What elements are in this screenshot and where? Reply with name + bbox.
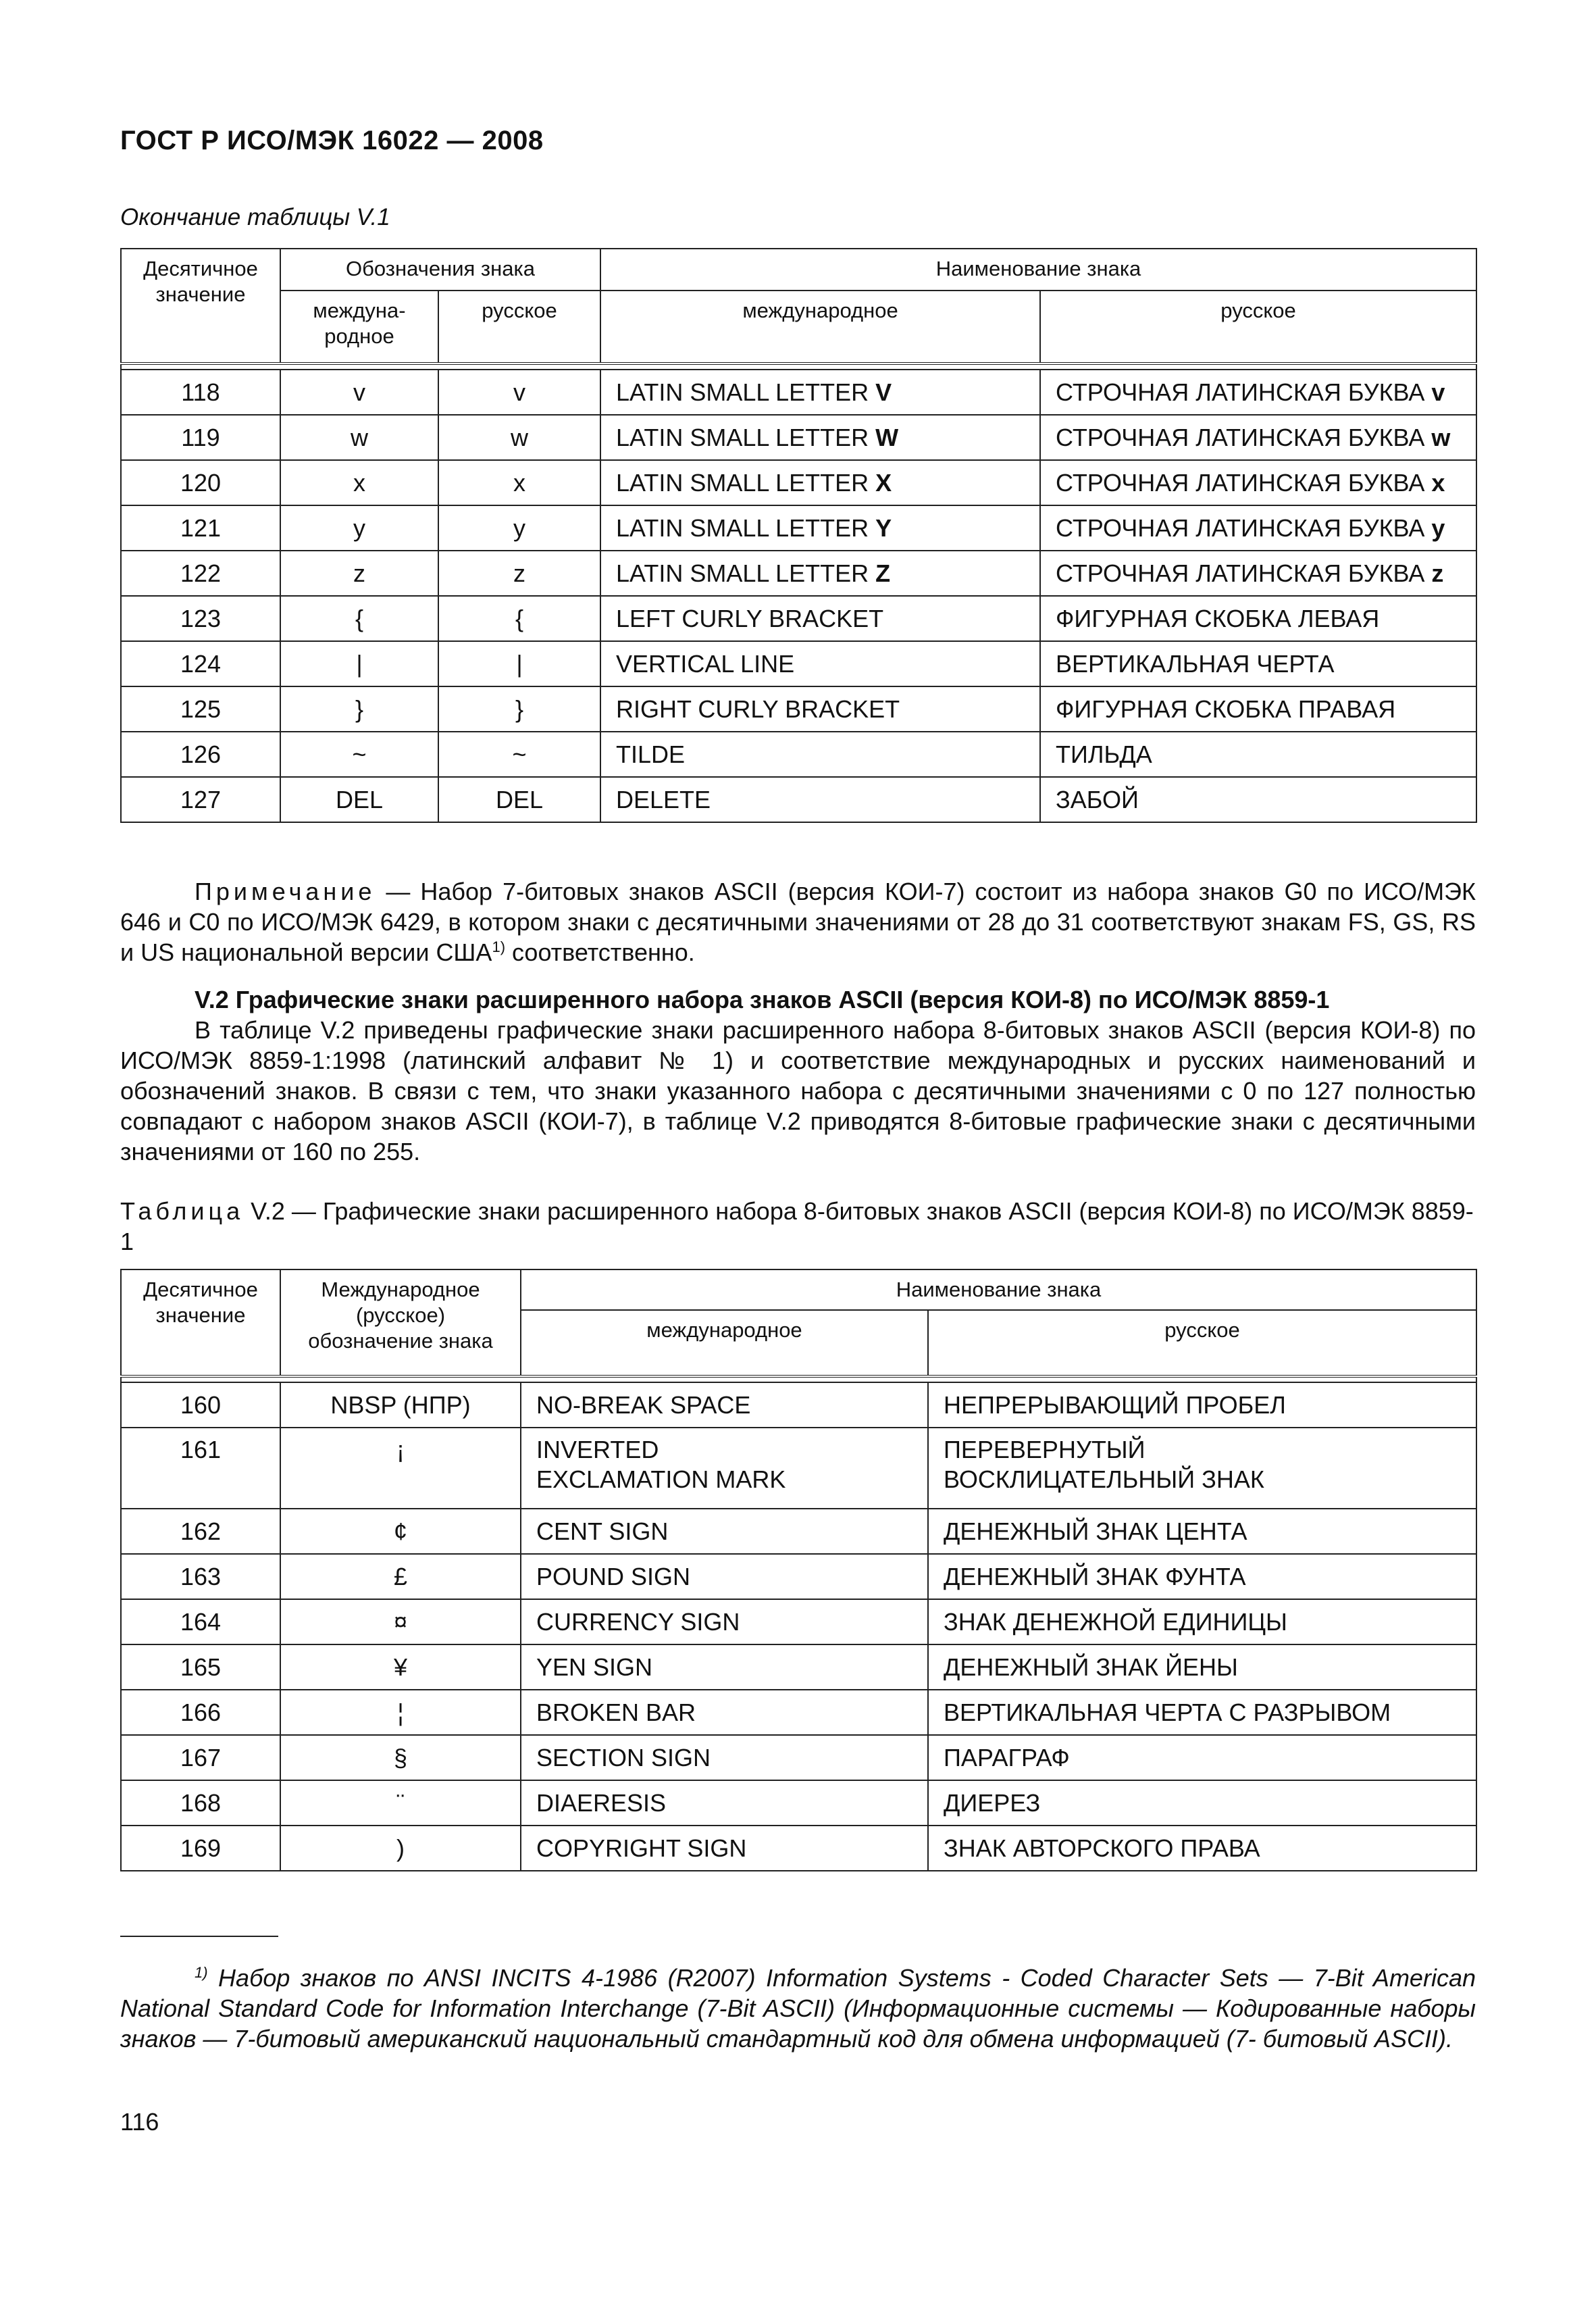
table-row (121, 460, 1476, 505)
ru-name-cell: ЗНАК АВТОРСКОГО ПРАВА (928, 1826, 1476, 1871)
ru-name-cell: ВЕРТИКАЛЬНАЯ ЧЕРТА С РАЗРЫВОМ (928, 1690, 1476, 1735)
note-footnote-ref: 1) (492, 938, 506, 955)
decimal-cell: 122 (121, 551, 280, 596)
ru-name-cell (1040, 415, 1476, 460)
t2-header-designation: Международное (русское) обозначение знака (280, 1269, 521, 1376)
intl-name-cell (600, 370, 1040, 415)
intl-name-cell: POUND SIGN (521, 1554, 928, 1599)
intl-name-letter: W (875, 423, 899, 451)
intl-name-text: LATIN SMALL LETTER (616, 513, 869, 542)
ru-name-cell: ЗНАК ДЕНЕЖНОЙ ЕДИНИЦЫ (928, 1599, 1476, 1644)
ru-name-cell: ПАРАГРАФ (928, 1735, 1476, 1780)
symbol-cell: ¥ (280, 1644, 521, 1690)
decimal-cell: 118 (121, 370, 280, 415)
intl-name-cell (600, 505, 1040, 551)
decimal-cell: 162 (121, 1509, 280, 1554)
intl-name-text: RIGHT CURLY BRACKET (616, 695, 900, 723)
page-number: 116 (120, 2108, 159, 2136)
ru-name-text: ВЕРТИКАЛЬНАЯ ЧЕРТА (1056, 649, 1335, 678)
table2-caption (120, 1196, 1476, 1257)
table-row (121, 686, 1476, 732)
intl-symbol-cell: v (280, 370, 438, 415)
table-row (121, 1428, 1476, 1509)
ru-name-text: СТРОЧНАЯ ЛАТИНСКАЯ БУКВА (1056, 513, 1425, 542)
decimal-cell: 161 (121, 1428, 280, 1509)
intl-name-text: LATIN SMALL LETTER (616, 559, 869, 587)
ru-name-text: ТИЛЬДА (1056, 740, 1152, 768)
intl-symbol-cell: DEL (280, 777, 438, 822)
intl-name-cell (600, 551, 1040, 596)
symbol-cell: £ (280, 1554, 521, 1599)
table-v2 (120, 1269, 1477, 1871)
intl-name-cell (600, 415, 1040, 460)
ru-symbol-cell: y (438, 505, 600, 551)
ru-name-letter: z (1431, 559, 1444, 587)
ru-name-text: СТРОЧНАЯ ЛАТИНСКАЯ БУКВА (1056, 468, 1425, 497)
ru-name-cell (1040, 686, 1476, 732)
ru-name-cell (1040, 732, 1476, 777)
decimal-cell: 169 (121, 1826, 280, 1871)
intl-name-cell: DIAERESIS (521, 1780, 928, 1826)
ru-name-text: СТРОЧНАЯ ЛАТИНСКАЯ БУКВА (1056, 423, 1425, 451)
intl-name-letter: Z (875, 559, 891, 587)
symbol-cell: ¦ (280, 1690, 521, 1735)
t1-header-designation-ru: русское (438, 291, 600, 363)
decimal-cell: 127 (121, 777, 280, 822)
decimal-cell: 124 (121, 641, 280, 686)
note-label: Примечание (195, 878, 376, 905)
ru-name-text: СТРОЧНАЯ ЛАТИНСКАЯ БУКВА (1056, 559, 1425, 587)
section-title: V.2 Графические знаки расширенного набора знаков ASCII (версия КОИ-8) по ИСО/МЭК 8859-1 (195, 986, 1330, 1013)
intl-symbol-cell: { (280, 596, 438, 641)
ru-symbol-cell: | (438, 641, 600, 686)
ru-name-text: ФИГУРНАЯ СКОБКА ПРАВАЯ (1056, 695, 1396, 723)
intl-name-cell: BROKEN BAR (521, 1690, 928, 1735)
symbol-cell: ¨ (280, 1780, 521, 1826)
intl-name-cell: COPYRIGHT SIGN (521, 1826, 928, 1871)
ru-symbol-cell: v (438, 370, 600, 415)
footnote-marker: 1) (195, 1964, 208, 1981)
t1-body (121, 363, 1476, 822)
ru-symbol-cell: ~ (438, 732, 600, 777)
intl-name-cell (600, 460, 1040, 505)
intl-name-cell: CENT SIGN (521, 1509, 928, 1554)
intl-symbol-cell: | (280, 641, 438, 686)
intl-name-cell: CURRENCY SIGN (521, 1599, 928, 1644)
table-row (121, 777, 1476, 822)
intl-name-letter: V (875, 378, 892, 406)
intl-symbol-cell: } (280, 686, 438, 732)
table1-caption: Окончание таблицы V.1 (120, 204, 390, 230)
intl-name-letter: Y (875, 513, 892, 542)
table2-caption-text: V.2 — Графические знаки расширенного набора 8-битовых знаков ASCII (версия КОИ-8) по ИСО/МЭК 8859-1 (120, 1197, 1474, 1255)
ru-name-cell: НЕПРЕРЫВАЮЩИЙ ПРОБЕЛ (928, 1382, 1476, 1428)
symbol-cell: NBSP (НПР) (280, 1382, 521, 1428)
note-tail: соответственно. (505, 938, 695, 966)
ru-name-letter: v (1431, 378, 1445, 406)
ru-name-cell: ДЕНЕЖНЫЙ ЗНАК ЙЕНЫ (928, 1644, 1476, 1690)
decimal-cell: 121 (121, 505, 280, 551)
t1-header-name: Наименование знака (600, 249, 1476, 291)
t2-header-name-ru: русское (928, 1310, 1476, 1376)
ru-name-cell: ПЕРЕВЕРНУТЫЙ ВОСКЛИЦАТЕЛЬНЫЙ ЗНАК (928, 1428, 1476, 1509)
table-row (121, 1780, 1476, 1826)
intl-name-text: LATIN SMALL LETTER (616, 468, 869, 497)
ru-name-letter: y (1431, 513, 1445, 542)
decimal-cell: 123 (121, 596, 280, 641)
ru-symbol-cell: } (438, 686, 600, 732)
decimal-cell: 168 (121, 1780, 280, 1826)
footnote-text: Набор знаков по ANSI INCITS 4-1986 (R2007) Information Systems - Coded Character Sets — 7-Bit American National Standard Code for Information Interchange (7-Bit ASCII) (Информационные системы — Кодированные наборы знаков — 7-битовый американский национальный стандартный код для обмена информацией (7- битовый ASCII). (120, 1964, 1476, 2053)
intl-name-cell (600, 686, 1040, 732)
ru-symbol-cell: DEL (438, 777, 600, 822)
t1-header-decimal: Десятичное значение (121, 249, 280, 363)
table-v1-end (120, 248, 1477, 823)
ru-name-text: СТРОЧНАЯ ЛАТИНСКАЯ БУКВА (1056, 378, 1425, 406)
intl-name-cell (600, 596, 1040, 641)
ru-name-text: ФИГУРНАЯ СКОБКА ЛЕВАЯ (1056, 604, 1380, 632)
note-text: — Набор 7-битовых знаков ASCII (версия КОИ-7) состоит из набора знаков G0 по ИСО/МЭК 646 и C0 по ИСО/МЭК 6429, в котором знаки с десятичными значениями от 28 до 31 соответствуют знакам FS, GS, RS и US национальной версии США (120, 878, 1476, 966)
ru-name-letter: w (1431, 423, 1451, 451)
intl-name-cell (600, 777, 1040, 822)
table-row (121, 1554, 1476, 1599)
decimal-cell: 166 (121, 1690, 280, 1735)
ru-name-cell: ДИЕРЕЗ (928, 1780, 1476, 1826)
footnote-divider (120, 1936, 278, 1937)
ru-name-cell: ДЕНЕЖНЫЙ ЗНАК ЦЕНТА (928, 1509, 1476, 1554)
table-row (121, 370, 1476, 415)
ru-name-cell (1040, 641, 1476, 686)
section-v2 (120, 984, 1476, 1167)
t2-header-name-intl: международное (521, 1310, 928, 1376)
t2-body (121, 1376, 1476, 1871)
ru-name-cell (1040, 551, 1476, 596)
intl-name-cell: YEN SIGN (521, 1644, 928, 1690)
ru-symbol-cell: x (438, 460, 600, 505)
intl-name-text: VERTICAL LINE (616, 649, 795, 678)
ru-symbol-cell: z (438, 551, 600, 596)
symbol-cell: ) (280, 1826, 521, 1871)
symbol-cell: ¤ (280, 1599, 521, 1644)
ru-name-cell (1040, 596, 1476, 641)
table-row (121, 1644, 1476, 1690)
t1-header-name-intl: международное (600, 291, 1040, 363)
decimal-cell: 160 (121, 1382, 280, 1428)
t1-header-name-ru: русское (1040, 291, 1476, 363)
section-body: В таблице V.2 приведены графические знаки расширенного набора 8-битовых знаков ASCII (версия КОИ-8) по ИСО/МЭК 8859-1:1998 (латинский алфавит № 1) и соответствие международных и русских наименований и обозначений знаков. В связи с тем, что знаки указанного набора с десятичными значениями с 0 по 127 полностью совпадают с набором знаков ASCII (КОИ-7), в таблице V.2 приводятся 8-битовые графические знаки с десятичными значениями от 160 по 255. (120, 1016, 1476, 1165)
intl-name-cell (600, 732, 1040, 777)
intl-name-cell: NO-BREAK SPACE (521, 1382, 928, 1428)
ru-name-cell (1040, 370, 1476, 415)
decimal-cell: 126 (121, 732, 280, 777)
symbol-cell: ¡ (280, 1428, 521, 1509)
ru-name-cell (1040, 777, 1476, 822)
intl-symbol-cell: y (280, 505, 438, 551)
intl-symbol-cell: ~ (280, 732, 438, 777)
table-row (121, 551, 1476, 596)
ru-name-text: ЗАБОЙ (1056, 785, 1139, 813)
t1-header-designation: Обозначения знака (280, 249, 600, 291)
intl-name-text: LATIN SMALL LETTER (616, 378, 869, 406)
decimal-cell: 163 (121, 1554, 280, 1599)
intl-name-text: TILDE (616, 740, 686, 768)
ru-name-cell: ДЕНЕЖНЫЙ ЗНАК ФУНТА (928, 1554, 1476, 1599)
footnote (120, 1963, 1476, 2054)
intl-name-cell: SECTION SIGN (521, 1735, 928, 1780)
table-row (121, 732, 1476, 777)
intl-name-letter: X (875, 468, 892, 497)
ru-symbol-cell: { (438, 596, 600, 641)
table-row (121, 1509, 1476, 1554)
decimal-cell: 125 (121, 686, 280, 732)
table-row (121, 1735, 1476, 1780)
decimal-cell: 119 (121, 415, 280, 460)
ru-name-letter: x (1431, 468, 1445, 497)
table-row (121, 1382, 1476, 1428)
decimal-cell: 167 (121, 1735, 280, 1780)
ru-symbol-cell: w (438, 415, 600, 460)
decimal-cell: 164 (121, 1599, 280, 1644)
intl-name-cell (600, 641, 1040, 686)
table-row (121, 505, 1476, 551)
intl-symbol-cell: w (280, 415, 438, 460)
document-header: ГОСТ Р ИСО/МЭК 16022 — 2008 (120, 126, 544, 155)
t1-header-designation-intl: междуна-родное (280, 291, 438, 363)
decimal-cell: 165 (121, 1644, 280, 1690)
table-row (121, 1826, 1476, 1871)
intl-symbol-cell: x (280, 460, 438, 505)
table2-caption-label: Таблица (120, 1197, 244, 1225)
intl-name-text: LEFT CURLY BRACKET (616, 604, 884, 632)
intl-name-text: DELETE (616, 785, 711, 813)
note-paragraph (120, 876, 1476, 967)
table-row (121, 641, 1476, 686)
table-row (121, 1599, 1476, 1644)
symbol-cell: ¢ (280, 1509, 521, 1554)
intl-name-cell: INVERTED EXCLAMATION MARK (521, 1428, 928, 1509)
symbol-cell: § (280, 1735, 521, 1780)
ru-name-cell (1040, 505, 1476, 551)
intl-symbol-cell: z (280, 551, 438, 596)
table-row (121, 596, 1476, 641)
ru-name-cell (1040, 460, 1476, 505)
decimal-cell: 120 (121, 460, 280, 505)
t2-header-decimal: Десятичное значение (121, 1269, 280, 1376)
intl-name-text: LATIN SMALL LETTER (616, 423, 869, 451)
t2-header-name: Наименование знака (521, 1269, 1476, 1310)
table-row (121, 415, 1476, 460)
table-row (121, 1690, 1476, 1735)
